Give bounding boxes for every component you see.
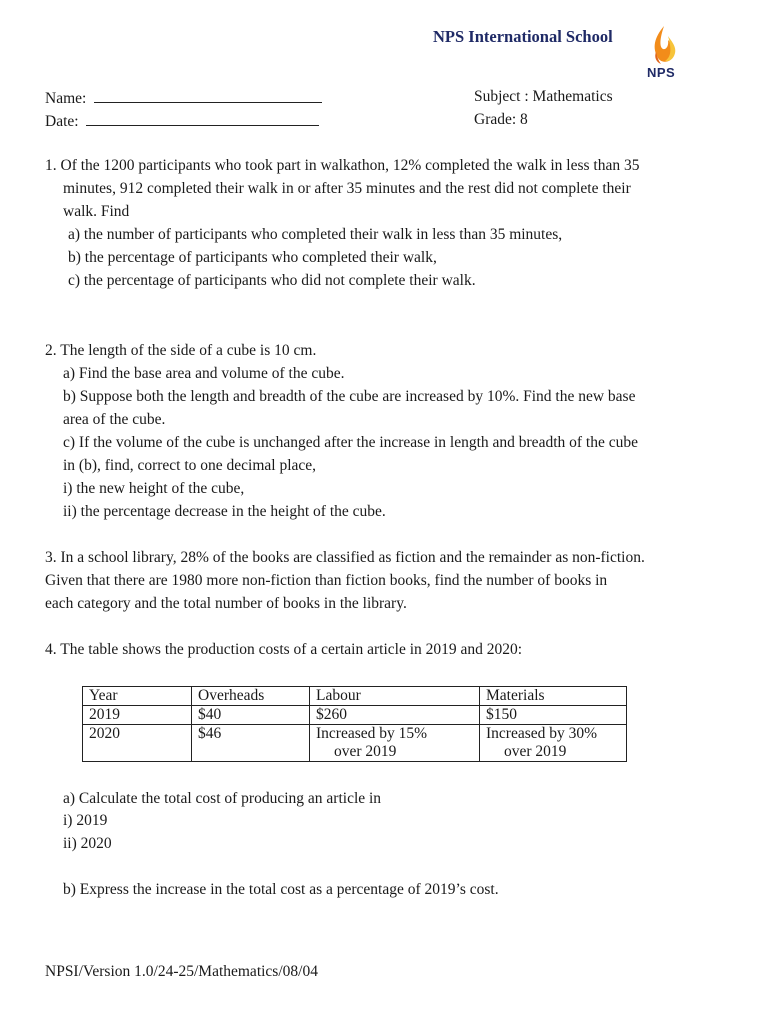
q4-part-a: a) Calculate the total cost of producing an article in <box>63 790 382 807</box>
table-header-cell: Year <box>83 687 192 706</box>
table-cell <box>480 725 627 762</box>
table-cell: 2020 <box>83 725 192 762</box>
q2-part-c-ii: ii) the percentage decrease in the height of the cube. <box>63 503 386 520</box>
q4-part-a-ii: ii) 2020 <box>63 835 112 852</box>
q4-line1: 4. The table shows the production costs of a certain article in 2019 and 2020: <box>45 641 523 658</box>
q2-line1: 2. The length of the side of a cube is 10 cm. <box>45 342 317 359</box>
q1-line1: 1. Of the 1200 participants who took part in walkathon, 12% completed the walk in less than 35 <box>45 157 640 174</box>
date-blank <box>86 111 319 126</box>
document-code-footer: NPSI/Version 1.0/24-25/Mathematics/08/04 <box>45 963 318 980</box>
materials-2020-line1: Increased by 30% <box>486 725 598 742</box>
q3-line2: Given that there are 1980 more non-fiction than fiction books, find the number of books in <box>45 572 608 589</box>
q4-part-b: b) Express the increase in the total cost as a percentage of 2019’s cost. <box>63 881 499 898</box>
q1-line3: walk. Find <box>63 203 130 220</box>
date-field <box>45 111 319 131</box>
table-cell: $260 <box>310 706 480 725</box>
q2-part-c-line1: c) If the volume of the cube is unchanged after the increase in length and breadth of the cube <box>63 434 638 451</box>
q1-part-c: c) the percentage of participants who did not complete their walk. <box>68 272 476 289</box>
q1-part-b: b) the percentage of participants who completed their walk, <box>68 249 437 266</box>
name-field <box>45 88 322 108</box>
q3-line1: 3. In a school library, 28% of the books are classified as fiction and the remainder as non-fiction. <box>45 549 645 566</box>
q1-part-a: a) the number of participants who completed their walk in less than 35 minutes, <box>68 226 563 243</box>
table-row <box>83 706 627 725</box>
labour-2020-line1: Increased by 15% <box>316 725 428 742</box>
q4-part-a-i: i) 2019 <box>63 812 108 829</box>
table-cell: 2019 <box>83 706 192 725</box>
table-cell <box>310 725 480 762</box>
table-header-cell: Labour <box>310 687 480 706</box>
table-header-row <box>83 687 627 706</box>
materials-2020-line2: over 2019 <box>504 743 567 760</box>
table-row <box>83 725 627 762</box>
q2-part-b-line1: b) Suppose both the length and breadth of the cube are increased by 10%. Find the new base <box>63 388 636 405</box>
table-cell: $40 <box>192 706 310 725</box>
date-label: Date: <box>45 113 79 130</box>
logo-text: NPS <box>647 65 676 80</box>
subject-label: Subject : Mathematics <box>474 88 613 105</box>
school-name: NPS International School <box>433 27 613 46</box>
q2-part-b-line2: area of the cube. <box>63 411 166 428</box>
table-cell: $46 <box>192 725 310 762</box>
nps-logo <box>644 24 688 82</box>
name-blank <box>94 88 322 103</box>
q2-part-c-line2: in (b), find, correct to one decimal place, <box>63 457 317 474</box>
table-header-cell: Overheads <box>192 687 310 706</box>
q2-part-a: a) Find the base area and volume of the cube. <box>63 365 345 382</box>
production-cost-table <box>82 686 627 762</box>
table-cell: $150 <box>480 706 627 725</box>
grade-label: Grade: 8 <box>474 111 528 128</box>
q2-part-c-i: i) the new height of the cube, <box>63 480 245 497</box>
q1-line2: minutes, 912 completed their walk in or after 35 minutes and the rest did not complete their <box>63 180 631 197</box>
q3-line3: each category and the total number of books in the library. <box>45 595 407 612</box>
name-label: Name: <box>45 90 87 107</box>
table-header-cell: Materials <box>480 687 627 706</box>
labour-2020-line2: over 2019 <box>334 743 397 760</box>
